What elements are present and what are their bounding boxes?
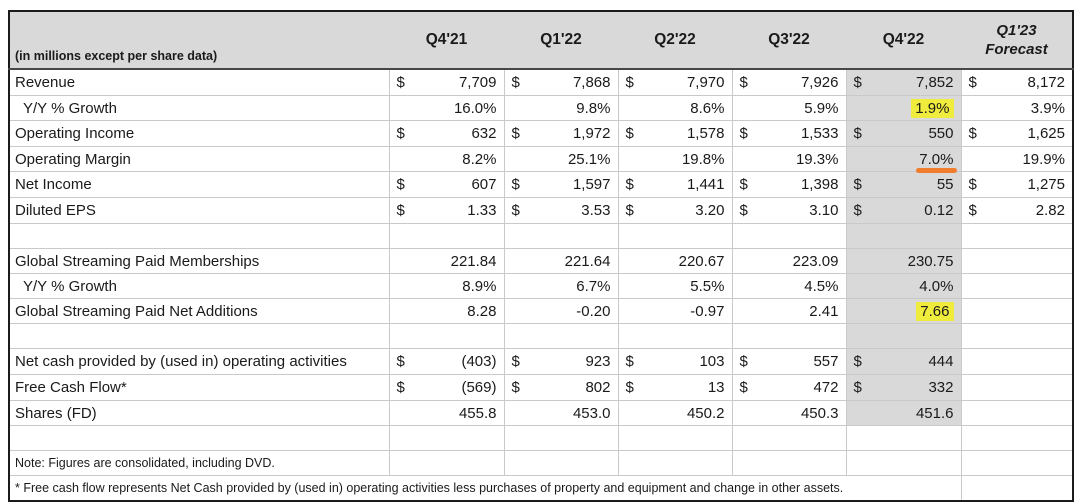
data-cell [504, 249, 618, 274]
cell-value: 8.6% [690, 99, 725, 117]
cell-value: 1,578 [686, 125, 725, 142]
empty-cell [846, 451, 961, 476]
accounting-cell [619, 172, 732, 197]
cell-value: 19.8% [681, 150, 725, 168]
data-cell [961, 121, 1073, 147]
cell-value: 453.0 [572, 404, 611, 422]
dollar-sign: $ [396, 125, 405, 142]
data-cell [504, 172, 618, 198]
data-cell [961, 172, 1073, 198]
data-cell [961, 375, 1073, 401]
unit-note: (in millions except per share data) [9, 11, 389, 69]
data-cell [846, 274, 961, 299]
data-cell [618, 198, 732, 224]
data-cell [618, 274, 732, 299]
spacer-cell [389, 426, 504, 451]
data-cell [504, 299, 618, 324]
spacer-cell [618, 426, 732, 451]
data-cell [389, 401, 504, 426]
cell-value: 1,533 [800, 125, 839, 142]
cell-value: 103 [699, 353, 725, 370]
dollar-sign: $ [511, 379, 520, 396]
data-row [9, 274, 1073, 299]
accounting-cell [390, 70, 504, 95]
dollar-sign: $ [968, 202, 977, 219]
data-cell [846, 198, 961, 224]
dollar-sign: $ [625, 202, 634, 219]
cell-value: 2.41 [809, 302, 839, 320]
cell-value: (403) [461, 353, 497, 370]
dollar-sign: $ [625, 176, 634, 193]
data-cell [732, 274, 846, 299]
cell-value: 455.8 [458, 404, 497, 422]
data-cell [846, 349, 961, 375]
empty-cell [504, 451, 618, 476]
cell-value: 221.84 [450, 252, 497, 270]
spacer-row [9, 224, 1073, 249]
data-cell [389, 299, 504, 324]
data-cell [618, 121, 732, 147]
data-cell [389, 69, 504, 96]
dollar-sign: $ [396, 74, 405, 91]
cell-value: 221.64 [564, 252, 611, 270]
data-row [9, 69, 1073, 96]
data-cell [846, 401, 961, 426]
cell-value: 13 [707, 379, 725, 396]
data-cell [732, 401, 846, 426]
data-cell [961, 147, 1073, 172]
cell-value: 3.9% [1030, 99, 1065, 117]
accounting-cell [733, 375, 846, 400]
spacer-cell [846, 426, 961, 451]
data-cell [961, 299, 1073, 324]
data-cell [389, 147, 504, 172]
accounting-cell [619, 375, 732, 400]
row-label: Revenue [9, 69, 389, 96]
cell-value: 332 [928, 379, 954, 396]
cell-value: 444 [928, 353, 954, 370]
accounting-cell [962, 172, 1073, 197]
cell-value: 1,275 [1027, 176, 1065, 193]
cell-value: 1,597 [572, 176, 611, 193]
orange-underlined-value: 7.0% [919, 150, 954, 168]
cell-value: 1,398 [800, 176, 839, 193]
footnote-text: * Free cash flow represents Net Cash provided by (used in) operating activities less purchases of property and equipment and change in other assets. [9, 476, 961, 501]
accounting-cell [505, 172, 618, 197]
data-cell [504, 121, 618, 147]
data-cell [732, 249, 846, 274]
dollar-sign: $ [853, 353, 862, 370]
data-cell [961, 249, 1073, 274]
spacer-cell [618, 324, 732, 349]
cell-value: 230.75 [907, 252, 954, 270]
dollar-sign: $ [396, 379, 405, 396]
data-row [9, 198, 1073, 224]
cell-value: 16.0% [453, 99, 497, 117]
data-cell [846, 299, 961, 324]
data-cell [846, 69, 961, 96]
note-text: Note: Figures are consolidated, including DVD. [9, 451, 389, 476]
dollar-sign: $ [968, 74, 977, 91]
data-cell [846, 172, 961, 198]
accounting-cell [505, 375, 618, 400]
cell-value: 8,172 [1027, 74, 1065, 91]
dollar-sign: $ [511, 125, 520, 142]
accounting-cell [619, 198, 732, 223]
spacer-row [9, 426, 1073, 451]
note-row [9, 451, 1073, 476]
cell-value: 632 [471, 125, 497, 142]
dollar-sign: $ [853, 74, 862, 91]
dollar-sign: $ [853, 202, 862, 219]
data-cell [389, 172, 504, 198]
data-row [9, 249, 1073, 274]
data-cell [389, 375, 504, 401]
accounting-cell [505, 70, 618, 95]
data-row [9, 147, 1073, 172]
forecast-quarter-label: Q1'23 [996, 21, 1037, 39]
accounting-cell [847, 198, 961, 223]
accounting-cell [619, 121, 732, 146]
dollar-sign: $ [739, 176, 748, 193]
cell-value: 223.09 [792, 252, 839, 270]
data-cell [504, 375, 618, 401]
cell-value: 55 [936, 176, 954, 193]
cell-value: -0.20 [576, 302, 611, 320]
cell-value: 220.67 [678, 252, 725, 270]
dollar-sign: $ [511, 74, 520, 91]
data-cell [504, 274, 618, 299]
data-cell [618, 375, 732, 401]
cell-value: 0.12 [924, 202, 954, 219]
accounting-cell [962, 70, 1073, 95]
dollar-sign: $ [968, 125, 977, 142]
accounting-cell [733, 172, 846, 197]
accounting-cell [390, 172, 504, 197]
cell-value: 7,868 [572, 74, 611, 91]
cell-value: 2.82 [1035, 202, 1065, 219]
cell-value: 3.10 [809, 202, 839, 219]
data-cell [389, 96, 504, 121]
cell-value: 1.33 [467, 202, 497, 219]
cell-value: 7,852 [915, 74, 954, 91]
dollar-sign: $ [511, 353, 520, 370]
data-cell [846, 96, 961, 121]
data-cell [389, 249, 504, 274]
spacer-cell [618, 224, 732, 249]
data-cell [504, 198, 618, 224]
dollar-sign: $ [739, 353, 748, 370]
accounting-cell [962, 121, 1073, 146]
row-label: Net Income [9, 172, 389, 198]
spacer-cell [9, 426, 389, 451]
data-cell [732, 349, 846, 375]
cell-value: -0.97 [690, 302, 725, 320]
dollar-sign: $ [853, 379, 862, 396]
data-cell [846, 375, 961, 401]
data-cell [618, 96, 732, 121]
col-header-q1-23-forecast [961, 11, 1073, 69]
accounting-cell [505, 121, 618, 146]
accounting-cell [733, 198, 846, 223]
spacer-row [9, 324, 1073, 349]
dollar-sign: $ [625, 353, 634, 370]
spacer-cell [389, 324, 504, 349]
cell-value: 3.53 [581, 202, 611, 219]
dollar-sign: $ [739, 202, 748, 219]
accounting-cell [390, 198, 504, 223]
empty-cell [961, 451, 1073, 476]
data-row [9, 121, 1073, 147]
cell-value: 450.2 [686, 404, 725, 422]
cell-value: 451.6 [915, 404, 954, 422]
spacer-cell [732, 224, 846, 249]
data-cell [732, 147, 846, 172]
row-label: Operating Margin [9, 147, 389, 172]
data-cell [732, 172, 846, 198]
data-cell [618, 147, 732, 172]
data-cell [961, 69, 1073, 96]
cell-value: 7,926 [800, 74, 839, 91]
data-cell [618, 401, 732, 426]
cell-value: 802 [585, 379, 611, 396]
cell-value: 450.3 [800, 404, 839, 422]
row-label: Global Streaming Paid Memberships [9, 249, 389, 274]
accounting-cell [505, 349, 618, 374]
spacer-cell [9, 324, 389, 349]
data-cell [389, 274, 504, 299]
cell-value: 7,970 [686, 74, 725, 91]
row-label: Free Cash Flow* [9, 375, 389, 401]
spacer-cell [504, 324, 618, 349]
dollar-sign: $ [396, 202, 405, 219]
accounting-cell [390, 375, 504, 400]
spacer-cell [846, 324, 961, 349]
data-row [9, 401, 1073, 426]
cell-value: 4.5% [804, 277, 839, 295]
cell-value: 1,441 [686, 176, 725, 193]
dollar-sign: $ [625, 125, 634, 142]
row-label: Y/Y % Growth [9, 96, 389, 121]
data-row [9, 349, 1073, 375]
spacer-cell [9, 224, 389, 249]
empty-cell [732, 451, 846, 476]
dollar-sign: $ [739, 125, 748, 142]
data-cell [846, 249, 961, 274]
spacer-cell [846, 224, 961, 249]
data-cell [504, 69, 618, 96]
data-cell [961, 349, 1073, 375]
cell-value: 7,709 [458, 74, 497, 91]
data-cell [961, 96, 1073, 121]
data-cell [961, 274, 1073, 299]
data-cell [961, 198, 1073, 224]
cell-value: 5.5% [690, 277, 725, 295]
footnote-row [9, 476, 1073, 501]
col-header-q3-22: Q3'22 [732, 11, 846, 69]
data-cell [504, 147, 618, 172]
cell-value: 4.0% [919, 277, 954, 295]
cell-value: 8.2% [462, 150, 497, 168]
dollar-sign: $ [739, 379, 748, 396]
dollar-sign: $ [739, 74, 748, 91]
dollar-sign: $ [968, 176, 977, 193]
data-cell [504, 349, 618, 375]
data-cell [732, 69, 846, 96]
spacer-cell [732, 426, 846, 451]
row-label: Shares (FD) [9, 401, 389, 426]
spacer-cell [389, 224, 504, 249]
data-cell [732, 96, 846, 121]
spacer-cell [732, 324, 846, 349]
dollar-sign: $ [853, 125, 862, 142]
cell-value: 1,625 [1027, 125, 1065, 142]
data-row [9, 375, 1073, 401]
cell-value: 607 [471, 176, 497, 193]
accounting-cell [619, 349, 732, 374]
data-cell [618, 349, 732, 375]
data-cell [618, 69, 732, 96]
accounting-cell [847, 375, 961, 400]
cell-value: (569) [461, 379, 497, 396]
cell-value: 19.3% [795, 150, 839, 168]
dollar-sign: $ [625, 74, 634, 91]
spacer-cell [504, 426, 618, 451]
data-cell [618, 172, 732, 198]
cell-value: 3.20 [695, 202, 725, 219]
data-cell [732, 375, 846, 401]
data-cell [732, 198, 846, 224]
cell-value: 8.9% [462, 277, 497, 295]
data-row [9, 172, 1073, 198]
accounting-cell [733, 121, 846, 146]
data-cell [961, 401, 1073, 426]
cell-value: 9.8% [576, 99, 611, 117]
header-row [9, 11, 1073, 69]
cell-value: 5.9% [804, 99, 839, 117]
row-label: Global Streaming Paid Net Additions [9, 299, 389, 324]
data-cell [389, 198, 504, 224]
financial-summary-table [8, 10, 1074, 502]
dollar-sign: $ [511, 176, 520, 193]
row-label: Net cash provided by (used in) operating activities [9, 349, 389, 375]
accounting-cell [847, 70, 961, 95]
data-cell [846, 147, 961, 172]
accounting-cell [390, 121, 504, 146]
cell-value: 1,972 [572, 125, 611, 142]
data-cell [732, 299, 846, 324]
spacer-cell [961, 324, 1073, 349]
dollar-sign: $ [396, 176, 405, 193]
cell-value: 6.7% [576, 277, 611, 295]
dollar-sign: $ [625, 379, 634, 396]
accounting-cell [847, 349, 961, 374]
data-row [9, 96, 1073, 121]
cell-value: 8.28 [467, 302, 497, 320]
accounting-cell [390, 349, 504, 374]
data-cell [618, 299, 732, 324]
yellow-highlighted-value: 7.66 [916, 302, 953, 321]
data-cell [504, 96, 618, 121]
col-header-q4-22: Q4'22 [846, 11, 961, 69]
col-header-q1-22: Q1'22 [504, 11, 618, 69]
spacer-cell [961, 224, 1073, 249]
accounting-cell [619, 70, 732, 95]
data-cell [389, 349, 504, 375]
accounting-cell [847, 121, 961, 146]
dollar-sign: $ [511, 202, 520, 219]
dollar-sign: $ [396, 353, 405, 370]
data-cell [732, 121, 846, 147]
data-cell [618, 249, 732, 274]
forecast-sublabel: Forecast [985, 41, 1048, 58]
spacer-cell [961, 426, 1073, 451]
cell-value: 557 [813, 353, 839, 370]
accounting-cell [505, 198, 618, 223]
data-cell [389, 121, 504, 147]
accounting-cell [733, 349, 846, 374]
cell-value: 472 [813, 379, 839, 396]
table-body [9, 69, 1073, 501]
yellow-highlighted-value: 1.9% [911, 99, 953, 118]
col-header-q4-21: Q4'21 [389, 11, 504, 69]
empty-cell [961, 476, 1073, 501]
spacer-cell [504, 224, 618, 249]
accounting-cell [733, 70, 846, 95]
dollar-sign: $ [853, 176, 862, 193]
cell-value: 550 [928, 125, 954, 142]
cell-value: 25.1% [567, 150, 611, 168]
data-cell [846, 121, 961, 147]
row-label: Operating Income [9, 121, 389, 147]
row-label: Diluted EPS [9, 198, 389, 224]
empty-cell [618, 451, 732, 476]
cell-value: 923 [585, 353, 611, 370]
accounting-cell [847, 172, 961, 197]
accounting-cell [962, 198, 1073, 223]
data-row [9, 299, 1073, 324]
row-label: Y/Y % Growth [9, 274, 389, 299]
empty-cell [389, 451, 504, 476]
data-cell [504, 401, 618, 426]
col-header-q2-22: Q2'22 [618, 11, 732, 69]
cell-value: 19.9% [1022, 150, 1065, 168]
